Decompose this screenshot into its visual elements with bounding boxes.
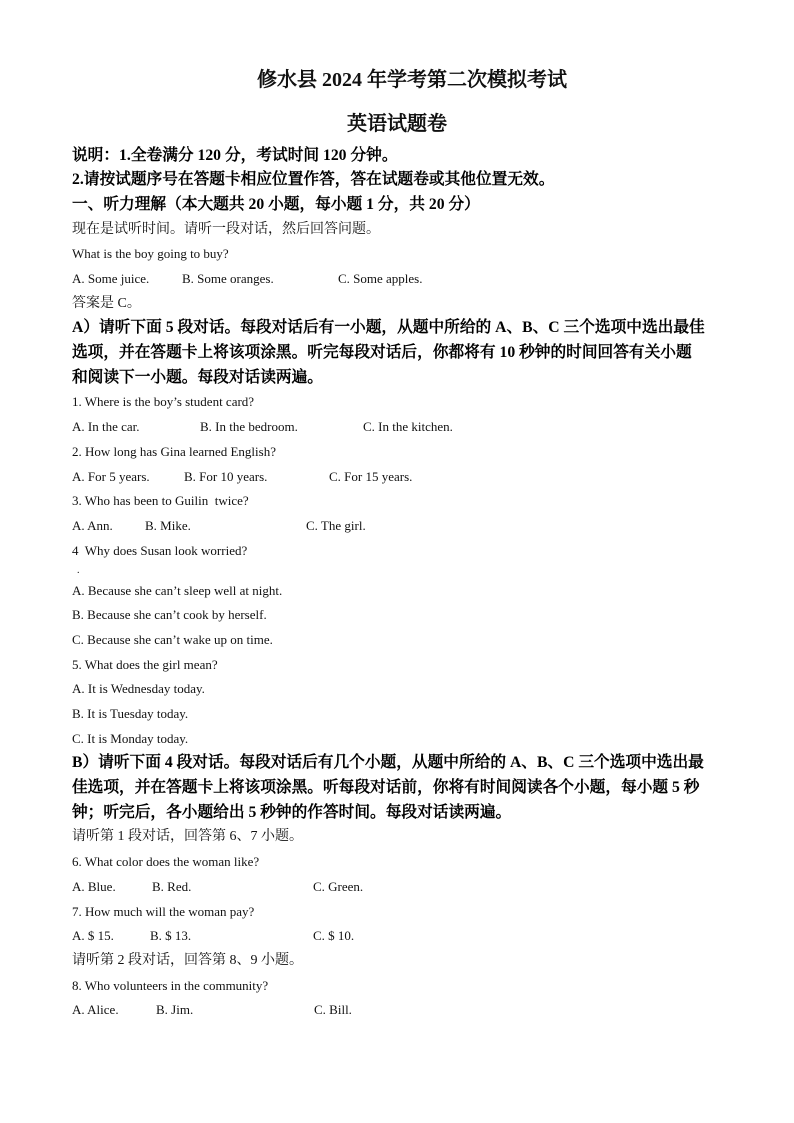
instruction-line: 说明：1.全卷满分 120 分，考试时间 120 分钟。 [72, 146, 398, 164]
part-b-directions: B）请听下面 4 段对话。每段对话后有几个小题，从题中所给的 A、B、C 三个选项中选出最 [72, 754, 704, 772]
question-options [72, 415, 722, 440]
question-stem: 7. How much will the woman pay? [72, 903, 255, 919]
stray-mark: . [77, 565, 80, 577]
option: B. Some oranges. [182, 271, 274, 287]
option: B. Red. [152, 878, 192, 894]
exam-subtitle: 英语试题卷 [347, 113, 447, 135]
question-options [72, 465, 722, 490]
question-stem: 4 Why does Susan look worried? [72, 542, 248, 558]
option: B. For 10 years. [184, 468, 268, 484]
option: A. In the car. [72, 419, 140, 435]
part-a-directions: 选项，并在答题卡上将该项涂黑。听完每段对话后，你都将有 10 秒钟的时间回答有关小题 [72, 344, 692, 362]
question-stem: 5. What does the girl mean? [72, 656, 218, 672]
dialogue-prompt: 请听第 2 段对话，回答第 8、9 小题。 [72, 952, 303, 968]
question-stem: 1. Where is the boy’s student card? [72, 394, 255, 410]
section-heading: 一、听力理解（本大题共 20 小题，每小题 1 分，共 20 分） [72, 195, 480, 213]
option: C. Bill. [314, 1002, 352, 1018]
exam-title: 修水县 2024 年学考第二次模拟考试 [257, 69, 567, 91]
sample-question: What is the boy going to buy? [72, 246, 229, 262]
question-stem: 2. How long has Gina learned English? [72, 443, 276, 459]
option: B. Because she can’t cook by herself. [72, 607, 267, 623]
option: C. Green. [313, 878, 364, 894]
part-a-directions: A）请听下面 5 段对话。每段对话后有一小题，从题中所给的 A、B、C 三个选项中选出最佳 [72, 319, 705, 337]
dialogue-prompt: 请听第 1 段对话，回答第 6、7 小题。 [72, 829, 303, 845]
option: C. $ 10. [313, 928, 355, 944]
option: B. $ 13. [150, 928, 192, 944]
option: C. Some apples. [338, 271, 423, 287]
sample-intro: 现在是试听时间。请听一段对话，然后回答问题。 [72, 221, 380, 237]
option: C. For 15 years. [329, 468, 413, 484]
part-b-directions: 佳选项，并在答题卡上将该项涂黑。听每段对话前，你将有时间阅读各个小题，每小题 5 秒 [72, 779, 700, 797]
sample-answer: 答案是 C。 [72, 295, 141, 311]
question-options [72, 514, 722, 539]
exam-content [72, 144, 722, 1023]
part-a-directions: 和阅读下一小题。每段对话读两遍。 [72, 368, 323, 386]
option: A. Because she can’t sleep well at night. [72, 582, 283, 598]
option: B. Jim. [156, 1002, 194, 1018]
sample-options [72, 267, 722, 292]
question-options [72, 998, 722, 1023]
option: B. Mike. [145, 517, 191, 533]
option: A. Some juice. [72, 271, 150, 287]
question-stem: 3. Who has been to Guilin twice? [72, 493, 249, 509]
part-b-directions: 钟；听完后，各小题给出 5 秒钟的作答时间。每段对话读两遍。 [72, 803, 512, 821]
question-stem: 6. What color does the woman like? [72, 854, 260, 870]
question-options [72, 924, 722, 949]
option: B. In the bedroom. [200, 419, 298, 435]
option: C. The girl. [306, 517, 366, 533]
option: C. It is Monday today. [72, 730, 189, 746]
option: A. $ 15. [72, 928, 114, 944]
option: A. Alice. [72, 1002, 119, 1018]
option: C. Because she can’t wake up on time. [72, 631, 273, 647]
option: B. It is Tuesday today. [72, 706, 189, 722]
question-options [72, 875, 722, 900]
instruction-line: 2.请按试题序号在答题卡相应位置作答，答在试题卷或其他位置无效。 [72, 171, 555, 189]
option: A. For 5 years. [72, 468, 150, 484]
option: A. Blue. [72, 878, 116, 894]
question-stem: 8. Who volunteers in the community? [72, 977, 269, 993]
option: A. Ann. [72, 517, 113, 533]
option: C. In the kitchen. [363, 419, 453, 435]
option: A. It is Wednesday today. [72, 681, 205, 697]
